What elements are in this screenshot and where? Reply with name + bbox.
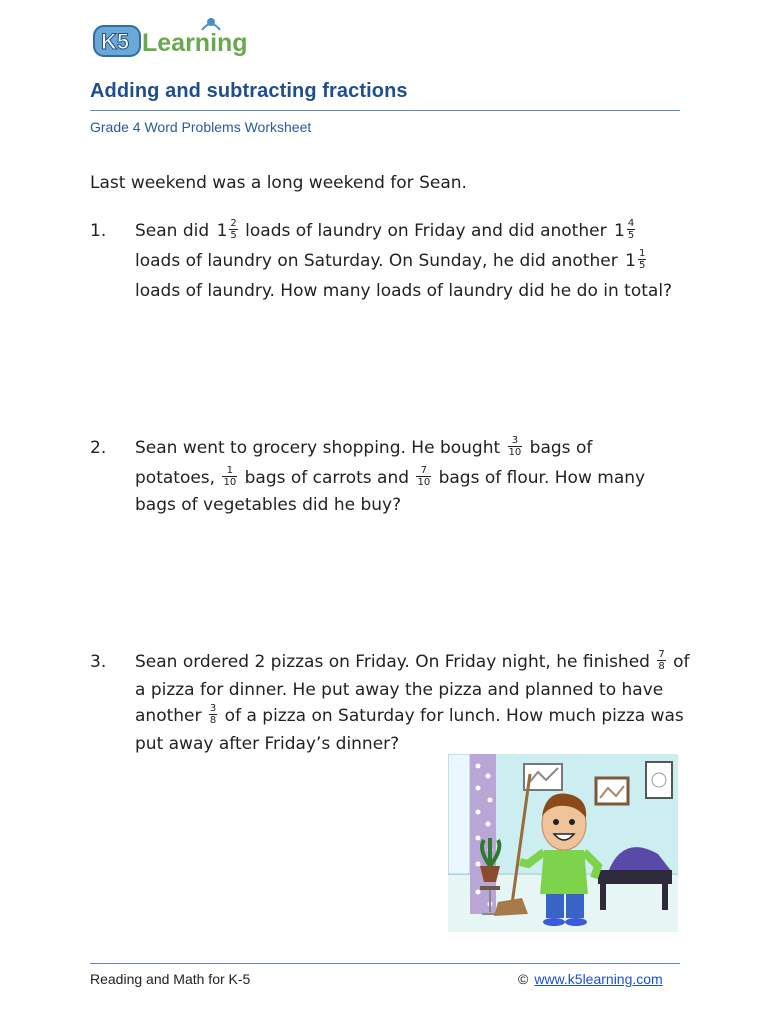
question-text: loads of laundry. How many loads of laundry did he do in total? xyxy=(135,281,673,301)
question-1 xyxy=(90,216,690,306)
page-title: Adding and subtracting fractions xyxy=(90,80,408,102)
svg-text:K5: K5 xyxy=(101,29,130,54)
question-text: Sean ordered 2 pizzas on Friday. On Friday night, he finished xyxy=(135,652,656,672)
mixed-number-whole: 1 xyxy=(625,251,636,271)
question-text: of xyxy=(667,652,690,672)
question-number: 3. xyxy=(90,652,107,672)
question-text: Sean went to grocery shopping. He bought xyxy=(135,438,506,458)
fraction: $\frac{3}{8}$ xyxy=(209,702,217,726)
page-subtitle: Grade 4 Word Problems Worksheet xyxy=(90,119,312,135)
copyright-symbol: © xyxy=(518,971,529,987)
question-text: put away after Friday’s dinner? xyxy=(135,734,400,754)
fraction: $\frac{4}{5}$ xyxy=(627,217,635,241)
footer-tagline: Reading and Math for K-5 xyxy=(90,971,251,987)
k5-learning-logo xyxy=(92,14,262,62)
question-text: Sean did xyxy=(135,221,215,241)
question-text: another xyxy=(135,706,207,726)
question-2 xyxy=(90,433,690,517)
fraction: $\frac{1}{10}$ xyxy=(223,464,237,488)
question-text: bags of flour. How many xyxy=(433,468,646,488)
footer-copyright xyxy=(518,971,663,987)
question-number: 1. xyxy=(90,221,107,241)
question-text: bags of vegetables did he buy? xyxy=(135,495,402,515)
question-text: bags of xyxy=(524,438,593,458)
question-text: of a pizza on Saturday for lunch. How much pizza was xyxy=(219,706,684,726)
mixed-number-whole: 1 xyxy=(613,221,625,241)
fraction: $\frac{7}{8}$ xyxy=(658,648,665,672)
question-3 xyxy=(90,649,690,761)
header-divider xyxy=(90,110,680,111)
svg-text:Learning: Learning xyxy=(142,29,248,57)
question-number: 2. xyxy=(90,438,107,458)
footer-divider xyxy=(90,963,680,964)
mixed-number-whole: 1 xyxy=(216,221,228,241)
fraction: $\frac{7}{10}$ xyxy=(417,464,431,488)
question-text: a pizza for dinner. He put away the pizza and planned to have xyxy=(135,680,664,700)
question-text: potatoes, xyxy=(135,468,221,488)
intro-text: Last weekend was a long weekend for Sean. xyxy=(90,173,467,193)
question-text: loads of laundry on Friday and did another xyxy=(239,221,612,241)
fraction: $\frac{2}{5}$ xyxy=(230,217,237,241)
question-text: bags of carrots and xyxy=(239,468,415,488)
sean-sweeping-illustration xyxy=(448,754,678,932)
fraction: $\frac{3}{10}$ xyxy=(508,434,522,458)
question-text: loads of laundry on Saturday. On Sunday, he did another xyxy=(135,251,624,271)
website-link[interactable]: www.k5learning.com xyxy=(534,971,663,987)
fraction: $\frac{1}{5}$ xyxy=(638,247,646,271)
